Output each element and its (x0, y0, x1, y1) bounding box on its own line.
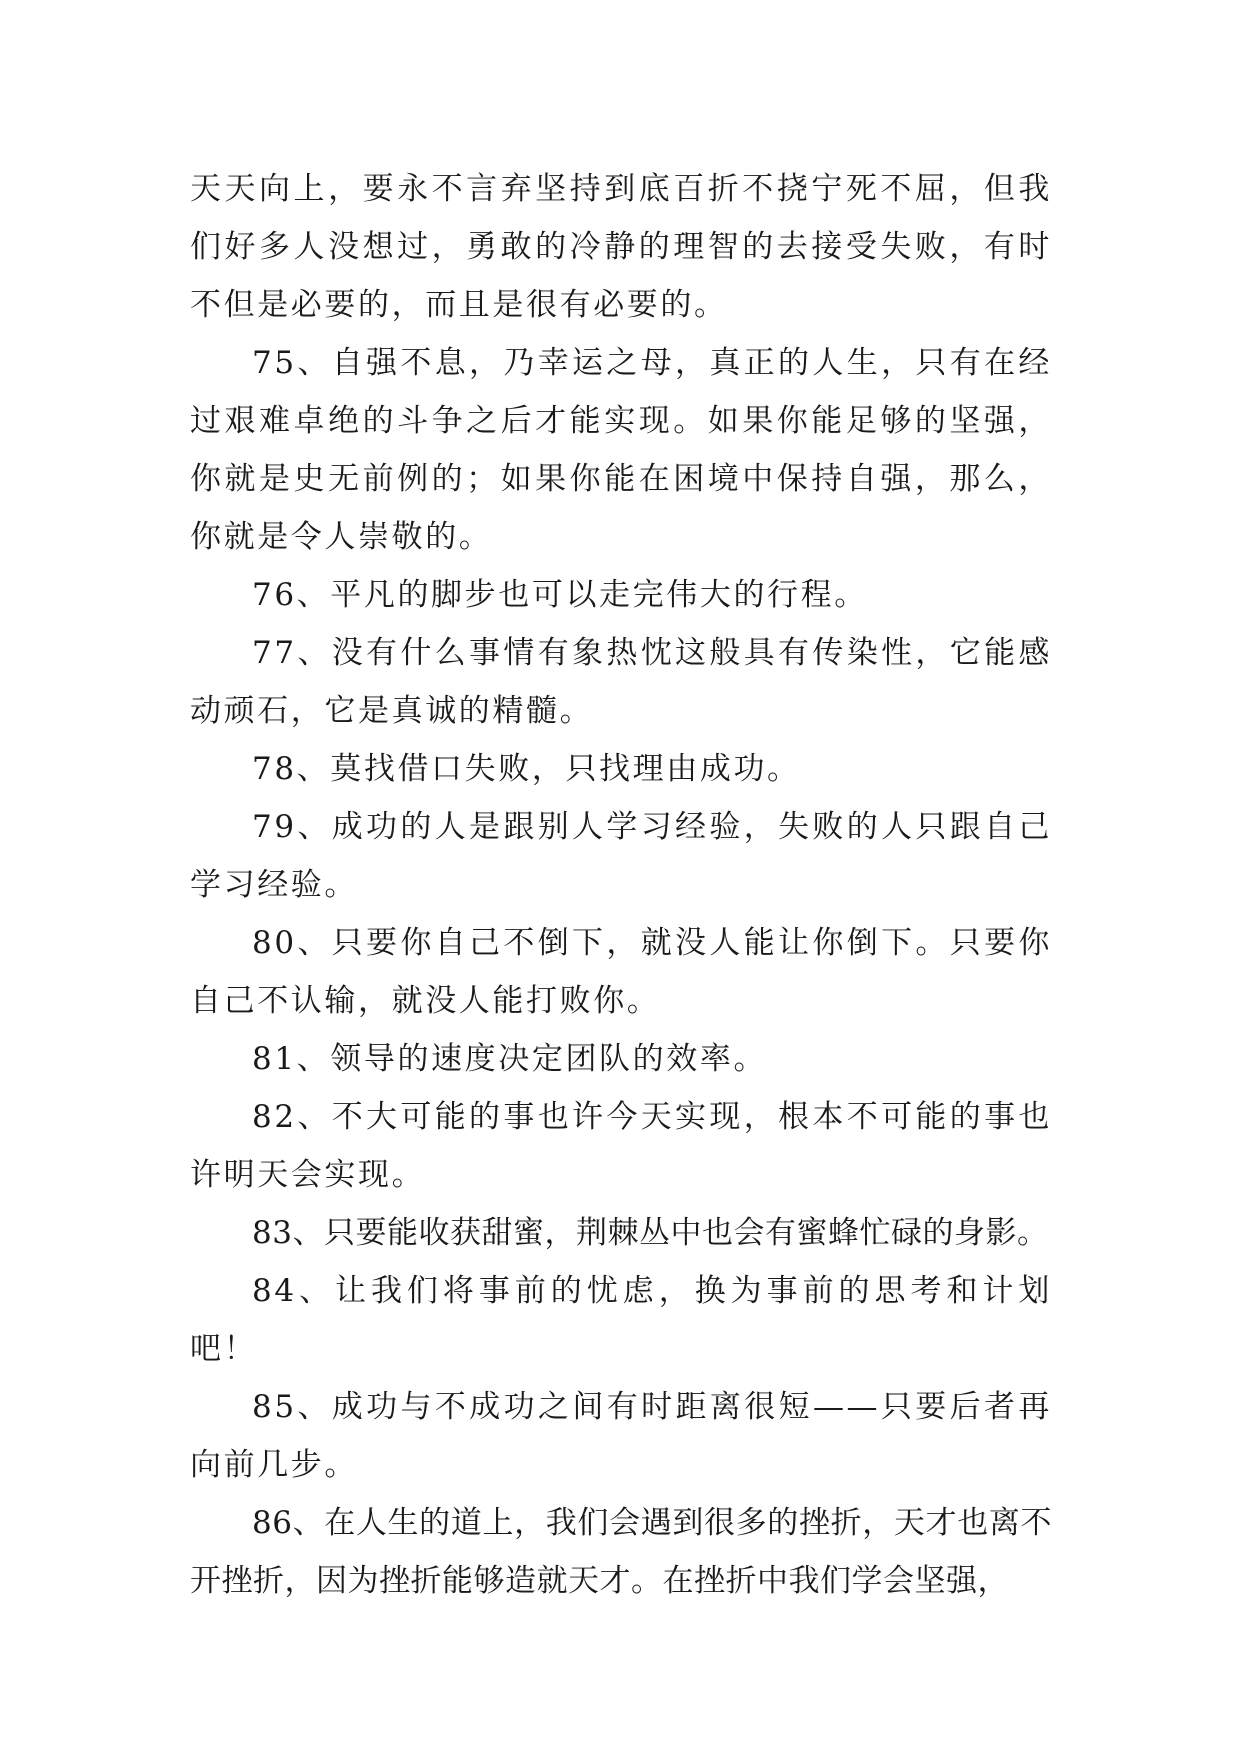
paragraph-77: 77、没有什么事情有象热忱这般具有传染性，它能感动顽石，它是真诚的精髓。 (190, 635, 1052, 729)
paragraph-75: 75、自强不息，乃幸运之母，真正的人生，只有在经过艰难卓绝的斗争之后才能实现。如果你能足够的坚强，你就是史无前例的；如果你能在困境中保持自强，那么，你就是令人崇敬的。 (190, 345, 1052, 555)
document-body (190, 160, 1052, 1610)
paragraph-81: 81、领导的速度决定团队的效率。 (252, 1041, 768, 1077)
paragraph-78: 78、莫找借口失败，只找理由成功。 (252, 751, 801, 787)
paragraph-86: 86、在人生的道上，我们会遇到很多的挫折，天才也离不开挫折，因为挫折能够造就天才。在挫折中我们学会坚强， (190, 1505, 1052, 1599)
paragraph-83: 83、只要能收获甜蜜，荆棘丛中也会有蜜蜂忙碌的身影。 (252, 1215, 1049, 1251)
paragraph-79: 79、成功的人是跟别人学习经验，失败的人只跟自己学习经验。 (190, 809, 1052, 903)
paragraph-74-continued: 天天向上，要永不言弃坚持到底百折不挠宁死不屈，但我们好多人没想过，勇敢的冷静的理智的去接受失败，有时不但是必要的，而且是很有必要的。 (190, 171, 1052, 323)
paragraph-80: 80、只要你自己不倒下，就没人能让你倒下。只要你自己不认输，就没人能打败你。 (190, 925, 1052, 1019)
paragraph-85: 85、成功与不成功之间有时距离很短——只要后者再向前几步。 (190, 1389, 1052, 1483)
paragraph-84: 84、让我们将事前的忧虑，换为事前的思考和计划吧！ (190, 1273, 1052, 1367)
paragraph-82: 82、不大可能的事也许今天实现，根本不可能的事也许明天会实现。 (190, 1099, 1052, 1193)
paragraph-76: 76、平凡的脚步也可以走完伟大的行程。 (252, 577, 868, 613)
